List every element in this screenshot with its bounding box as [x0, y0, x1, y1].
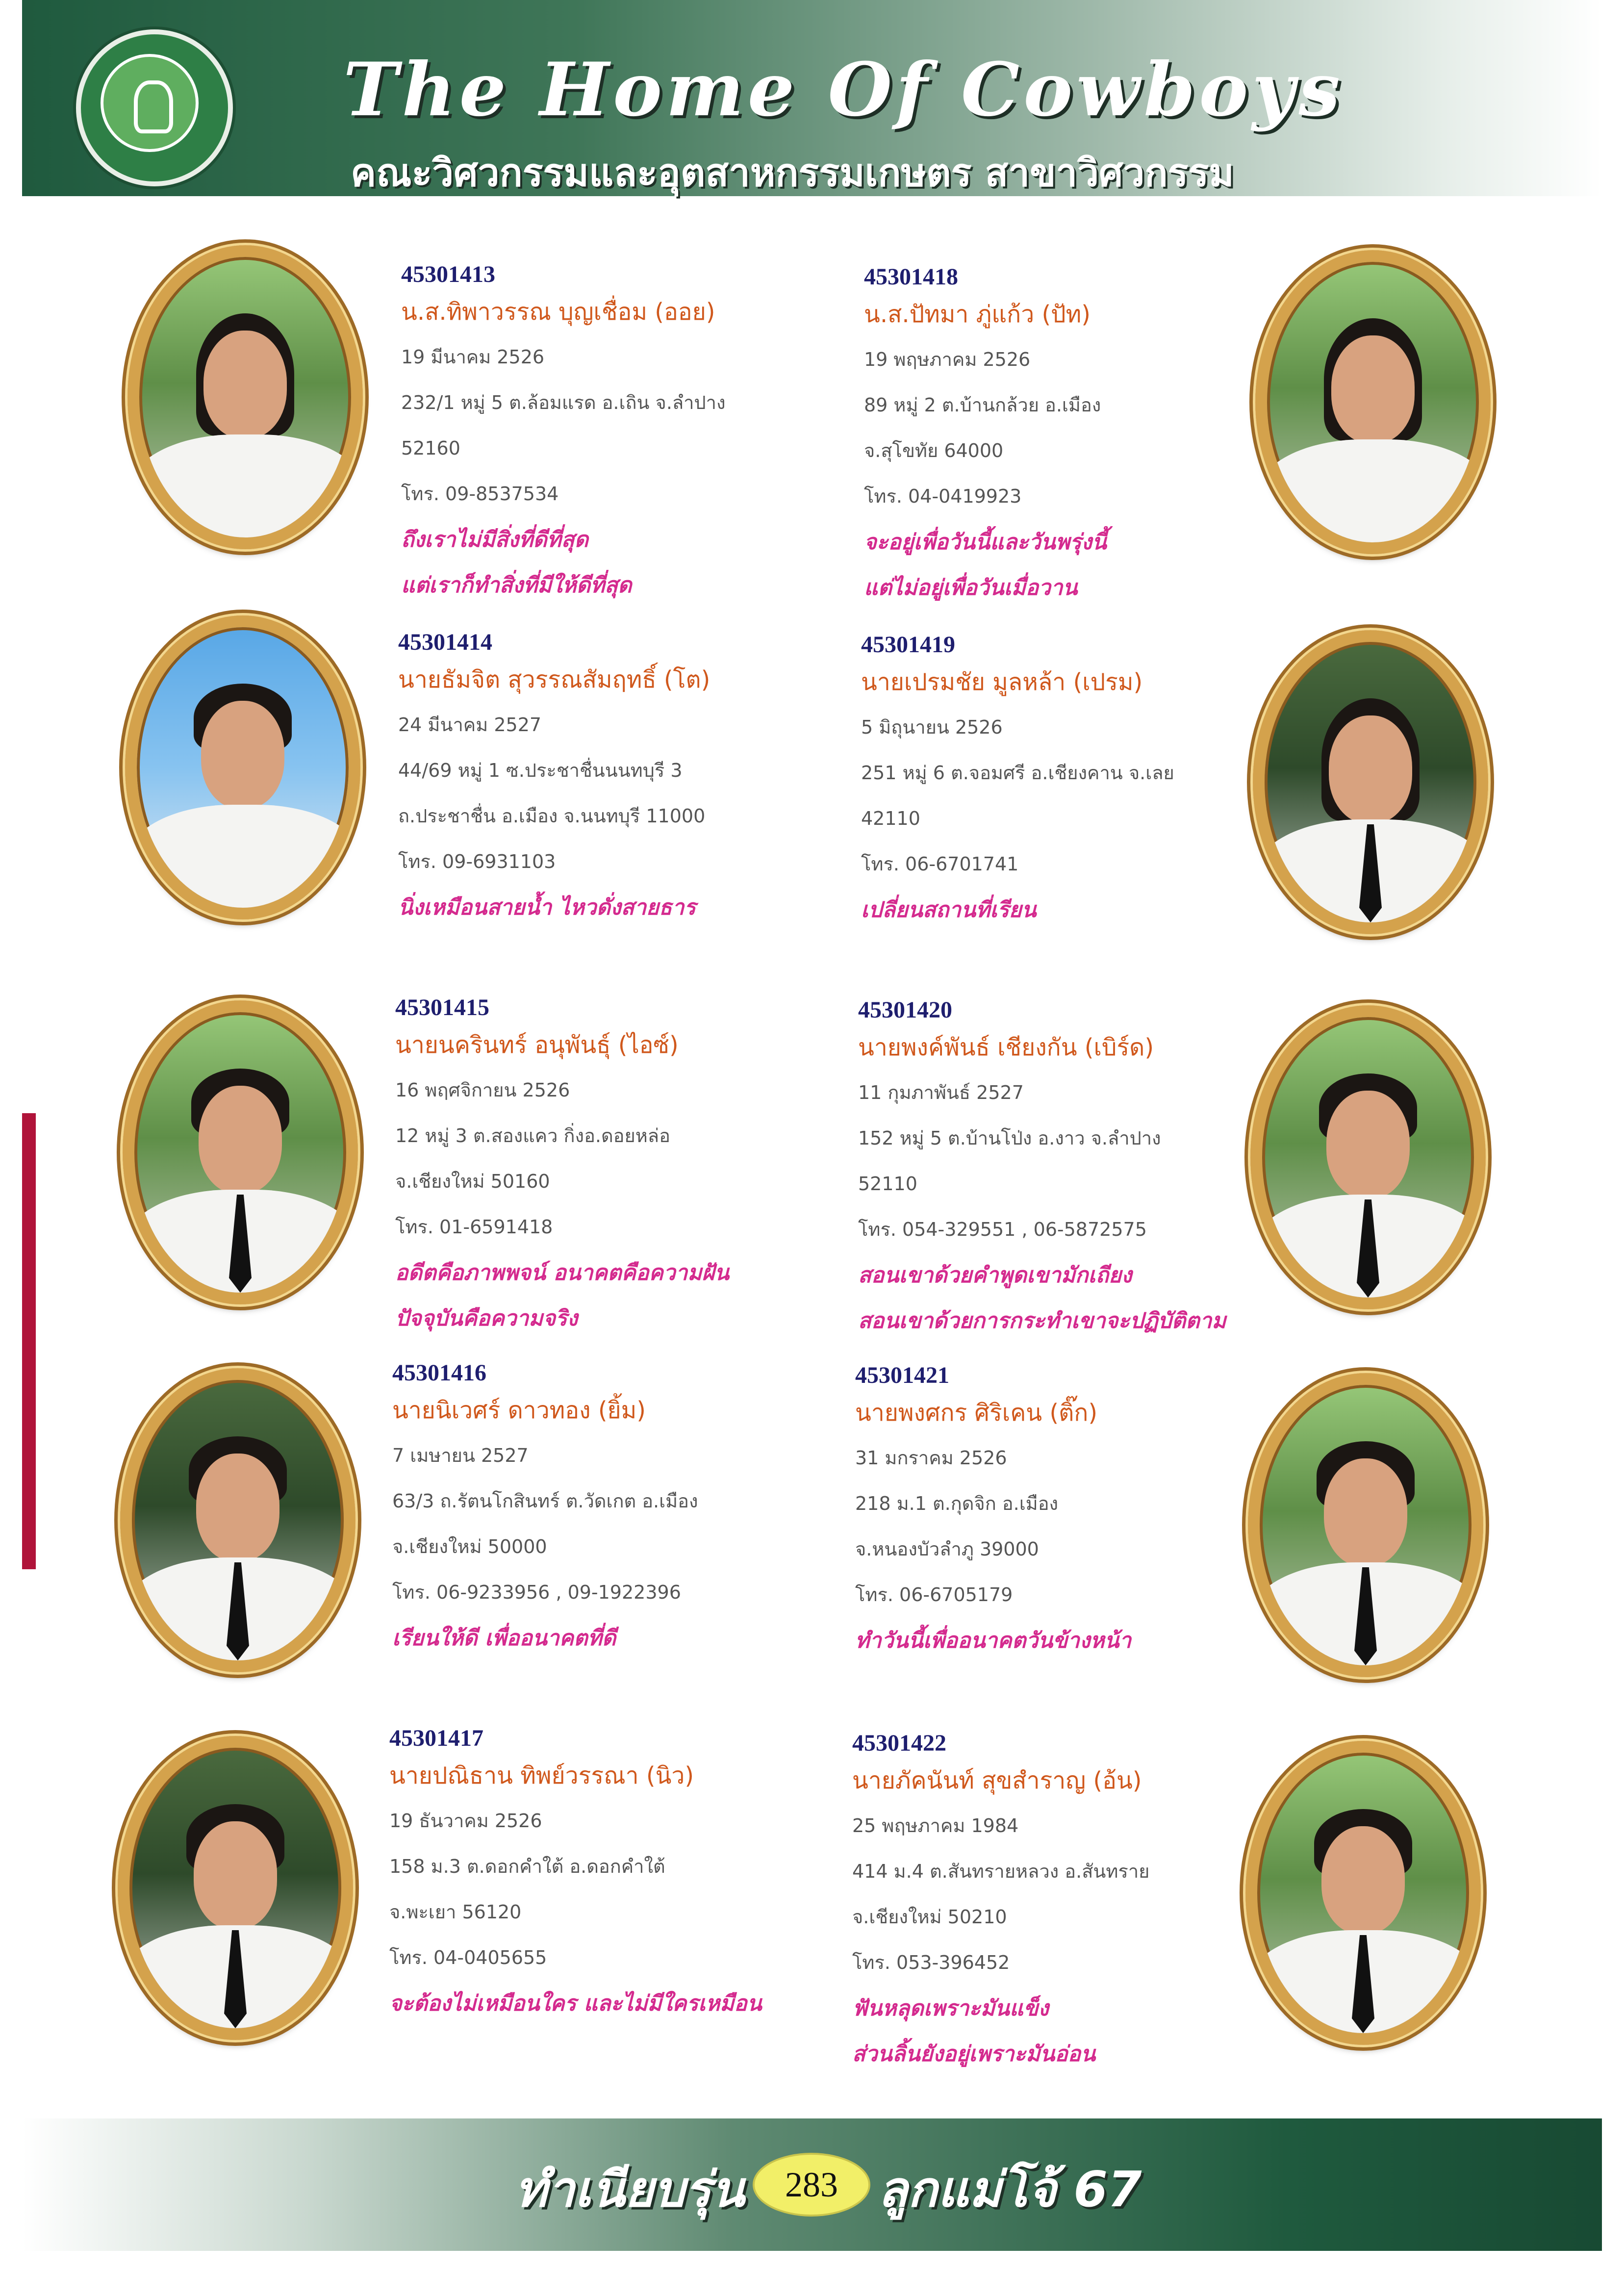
address-line: จ.พะเยา 56120: [389, 1901, 522, 1923]
student-name: นายพงศกร ศิริเคน (ติ๊ก): [855, 1399, 1098, 1427]
student-photo-45301413: [127, 245, 363, 549]
student-photo-45301414: [125, 615, 360, 919]
address-line: จ.สุโขทัย 64000: [864, 440, 1004, 461]
student-photo-45301422: [1245, 1741, 1481, 2045]
address-line: จ.เชียงใหม่ 50000: [392, 1536, 547, 1557]
birth-date: 19 มีนาคม 2526: [401, 346, 545, 368]
address-line: 414 ม.4 ต.สันทรายหลวง อ.สันทราย: [852, 1861, 1150, 1882]
address-line: ถ.ประชาชื่น อ.เมือง จ.นนทบุรี 11000: [398, 805, 706, 827]
address-line: 42110: [861, 808, 920, 829]
student-profile: [392, 1358, 809, 1661]
student-name: นายพงค์พันธ์ เชียงกัน (เบิร์ด): [858, 1034, 1154, 1061]
motto-line: สอนเขาด้วยการกระทำเขาจะปฏิบัติตาม: [858, 1308, 1226, 1333]
student-profile: [395, 993, 812, 1341]
motto-line: ถึงเราไม่มีสิ่งที่ดีที่สุด: [401, 527, 588, 552]
birth-date: 19 พฤษภาคม 2526: [864, 349, 1031, 370]
student-profile: [861, 630, 1278, 933]
birth-date: 7 เมษายน 2527: [392, 1445, 529, 1466]
phone: โทร. 04-0405655: [389, 1947, 547, 1968]
student-id: 45301421: [855, 1362, 949, 1388]
student-photo-45301419: [1253, 630, 1488, 934]
address-line: 63/3 ถ.รัตนโกสินทร์ ต.วัดเกต อ.เมือง: [392, 1490, 698, 1512]
student-name: นายปณิธาน ทิพย์วรรณา (นิว): [389, 1762, 694, 1789]
phone: โทร. 053-396452: [852, 1952, 1010, 1973]
birth-date: 24 มีนาคม 2527: [398, 714, 542, 736]
address-line: 44/69 หมู่ 1 ซ.ประชาชื่นนนทบุรี 3: [398, 760, 683, 781]
address-line: 158 ม.3 ต.ดอกคำใต้ อ.ดอกคำใต้: [389, 1856, 665, 1877]
motto-line: ทำวันนี้เพื่ออนาคตวันข้างหน้า: [855, 1628, 1132, 1653]
student-name: นายธัมจิต สุวรรณสัมฤทธิ์ (โต): [398, 666, 710, 693]
footer-yearbook-label: ทำเนียบรุ่น: [515, 2161, 745, 2218]
student-name: น.ส.ทิพาวรรณ บุญเชื่อม (ออย): [401, 298, 715, 326]
phone: โทร. 04-0419923: [864, 485, 1022, 507]
motto-line: จะอยู่เพื่อวันนี้และวันพรุ่งนี้: [864, 530, 1107, 555]
motto-line: ส่วนลิ้นยังอยู่เพราะมันอ่อน: [852, 2041, 1096, 2066]
student-profile: [855, 1361, 1272, 1663]
address-line: 12 หมู่ 3 ต.สองแคว กิ่งอ.ดอยหล่อ: [395, 1125, 670, 1147]
student-profile: [398, 628, 815, 930]
motto-line: ฟันหลุดเพราะมันแข็ง: [852, 1996, 1049, 2021]
address-line: 52110: [858, 1173, 917, 1195]
student-profile: [401, 260, 818, 608]
student-name: นายนิเวศร์ ดาวทอง (ยิ้ม): [392, 1397, 646, 1424]
phone: โทร. 06-9233956 , 09-1922396: [392, 1581, 681, 1603]
motto-line: สอนเขาด้วยคำพูดเขามักเถียง: [858, 1263, 1132, 1288]
birth-date: 5 มิถุนายน 2526: [861, 716, 1003, 738]
address-line: 251 หมู่ 6 ต.จอมศรี อ.เชียงคาน จ.เลย: [861, 762, 1174, 784]
student-id: 45301418: [864, 264, 958, 290]
student-id: 45301419: [861, 632, 955, 658]
page-title: The Home Of Cowboys: [343, 47, 1344, 133]
page-number: 283: [753, 2153, 870, 2217]
motto-line: เปลี่ยนสถานที่เรียน: [861, 897, 1037, 922]
student-name: นายนครินทร์ อนุพันธุ์ (ไอซ์): [395, 1031, 679, 1059]
student-profile: [389, 1724, 806, 2026]
student-photo-45301415: [123, 1000, 358, 1304]
address-line: 89 หมู่ 2 ต.บ้านกล้วย อ.เมือง: [864, 394, 1101, 416]
footer-class-label: ลูกแม่โจ้ 67: [878, 2161, 1142, 2218]
student-id: 45301422: [852, 1730, 946, 1756]
side-accent-bar: [22, 1113, 36, 1569]
student-photo-45301418: [1255, 250, 1491, 554]
motto-line: แต่ไม่อยู่เพื่อวันเมื่อวาน: [864, 575, 1078, 600]
birth-date: 16 พฤศจิกายน 2526: [395, 1079, 570, 1101]
motto-line: ปัจจุบันคือความจริง: [395, 1306, 578, 1331]
phone: โทร. 06-6705179: [855, 1584, 1013, 1606]
phone: โทร. 054-329551 , 06-5872575: [858, 1219, 1147, 1240]
birth-date: 11 กุมภาพันธ์ 2527: [858, 1082, 1024, 1103]
address-line: 232/1 หมู่ 5 ต.ล้อมแรด อ.เถิน จ.ลำปาง: [401, 392, 726, 413]
student-photo-45301421: [1248, 1373, 1483, 1677]
university-seal-logo: [76, 29, 233, 186]
phone: โทร. 01-6591418: [395, 1216, 553, 1238]
faculty-subtitle: คณะวิศวกรรมและอุตสาหกรรมเกษตร สาขาวิศวกรรม: [351, 151, 1234, 195]
student-name: นายเปรมชัย มูลหล้า (เปรม): [861, 668, 1143, 696]
motto-line: แต่เราก็ทำสิ่งที่มีให้ดีที่สุด: [401, 573, 632, 598]
student-id: 45301416: [392, 1360, 486, 1386]
student-photo-45301417: [118, 1736, 353, 2040]
birth-date: 25 พฤษภาคม 1984: [852, 1815, 1019, 1836]
address-line: 218 ม.1 ต.กุดจิก อ.เมือง: [855, 1493, 1059, 1514]
student-id: 45301413: [401, 261, 495, 287]
student-profile: [864, 262, 1281, 611]
student-id: 45301417: [389, 1725, 483, 1751]
motto-line: เรียนให้ดี เพื่ออนาคตที่ดี: [392, 1626, 616, 1651]
student-id: 45301415: [395, 994, 489, 1020]
student-photo-45301416: [120, 1368, 355, 1672]
student-profile: [858, 995, 1275, 1344]
phone: โทร. 09-6931103: [398, 851, 556, 872]
student-name: น.ส.ปัทมา ภู่แก้ว (ปัท): [864, 301, 1091, 328]
motto-line: นิ่งเหมือนสายน้ำ ไหวดั่งสายธาร: [398, 895, 696, 920]
address-line: จ.เชียงใหม่ 50210: [852, 1906, 1007, 1928]
address-line: จ.หนองบัวลำภู 39000: [855, 1538, 1039, 1560]
student-id: 45301420: [858, 997, 952, 1023]
address-line: จ.เชียงใหม่ 50160: [395, 1171, 550, 1192]
student-photo-45301420: [1250, 1005, 1486, 1309]
phone: โทร. 09-8537534: [401, 483, 559, 505]
student-profile: [852, 1729, 1269, 2077]
motto-line: จะต้องไม่เหมือนใคร และไม่มีใครเหมือน: [389, 1991, 762, 2016]
motto-line: อดีตคือภาพพจน์ อนาคตคือความฝัน: [395, 1260, 730, 1285]
student-id: 45301414: [398, 629, 492, 655]
address-line: 52160: [401, 437, 460, 459]
student-name: นายภัคนันท์ สุขสำราญ (อ้น): [852, 1767, 1142, 1794]
phone: โทร. 06-6701741: [861, 853, 1019, 875]
birth-date: 19 ธันวาคม 2526: [389, 1810, 542, 1832]
address-line: 152 หมู่ 5 ต.บ้านโป่ง อ.งาว จ.ลำปาง: [858, 1127, 1161, 1149]
birth-date: 31 มกราคม 2526: [855, 1447, 1007, 1469]
